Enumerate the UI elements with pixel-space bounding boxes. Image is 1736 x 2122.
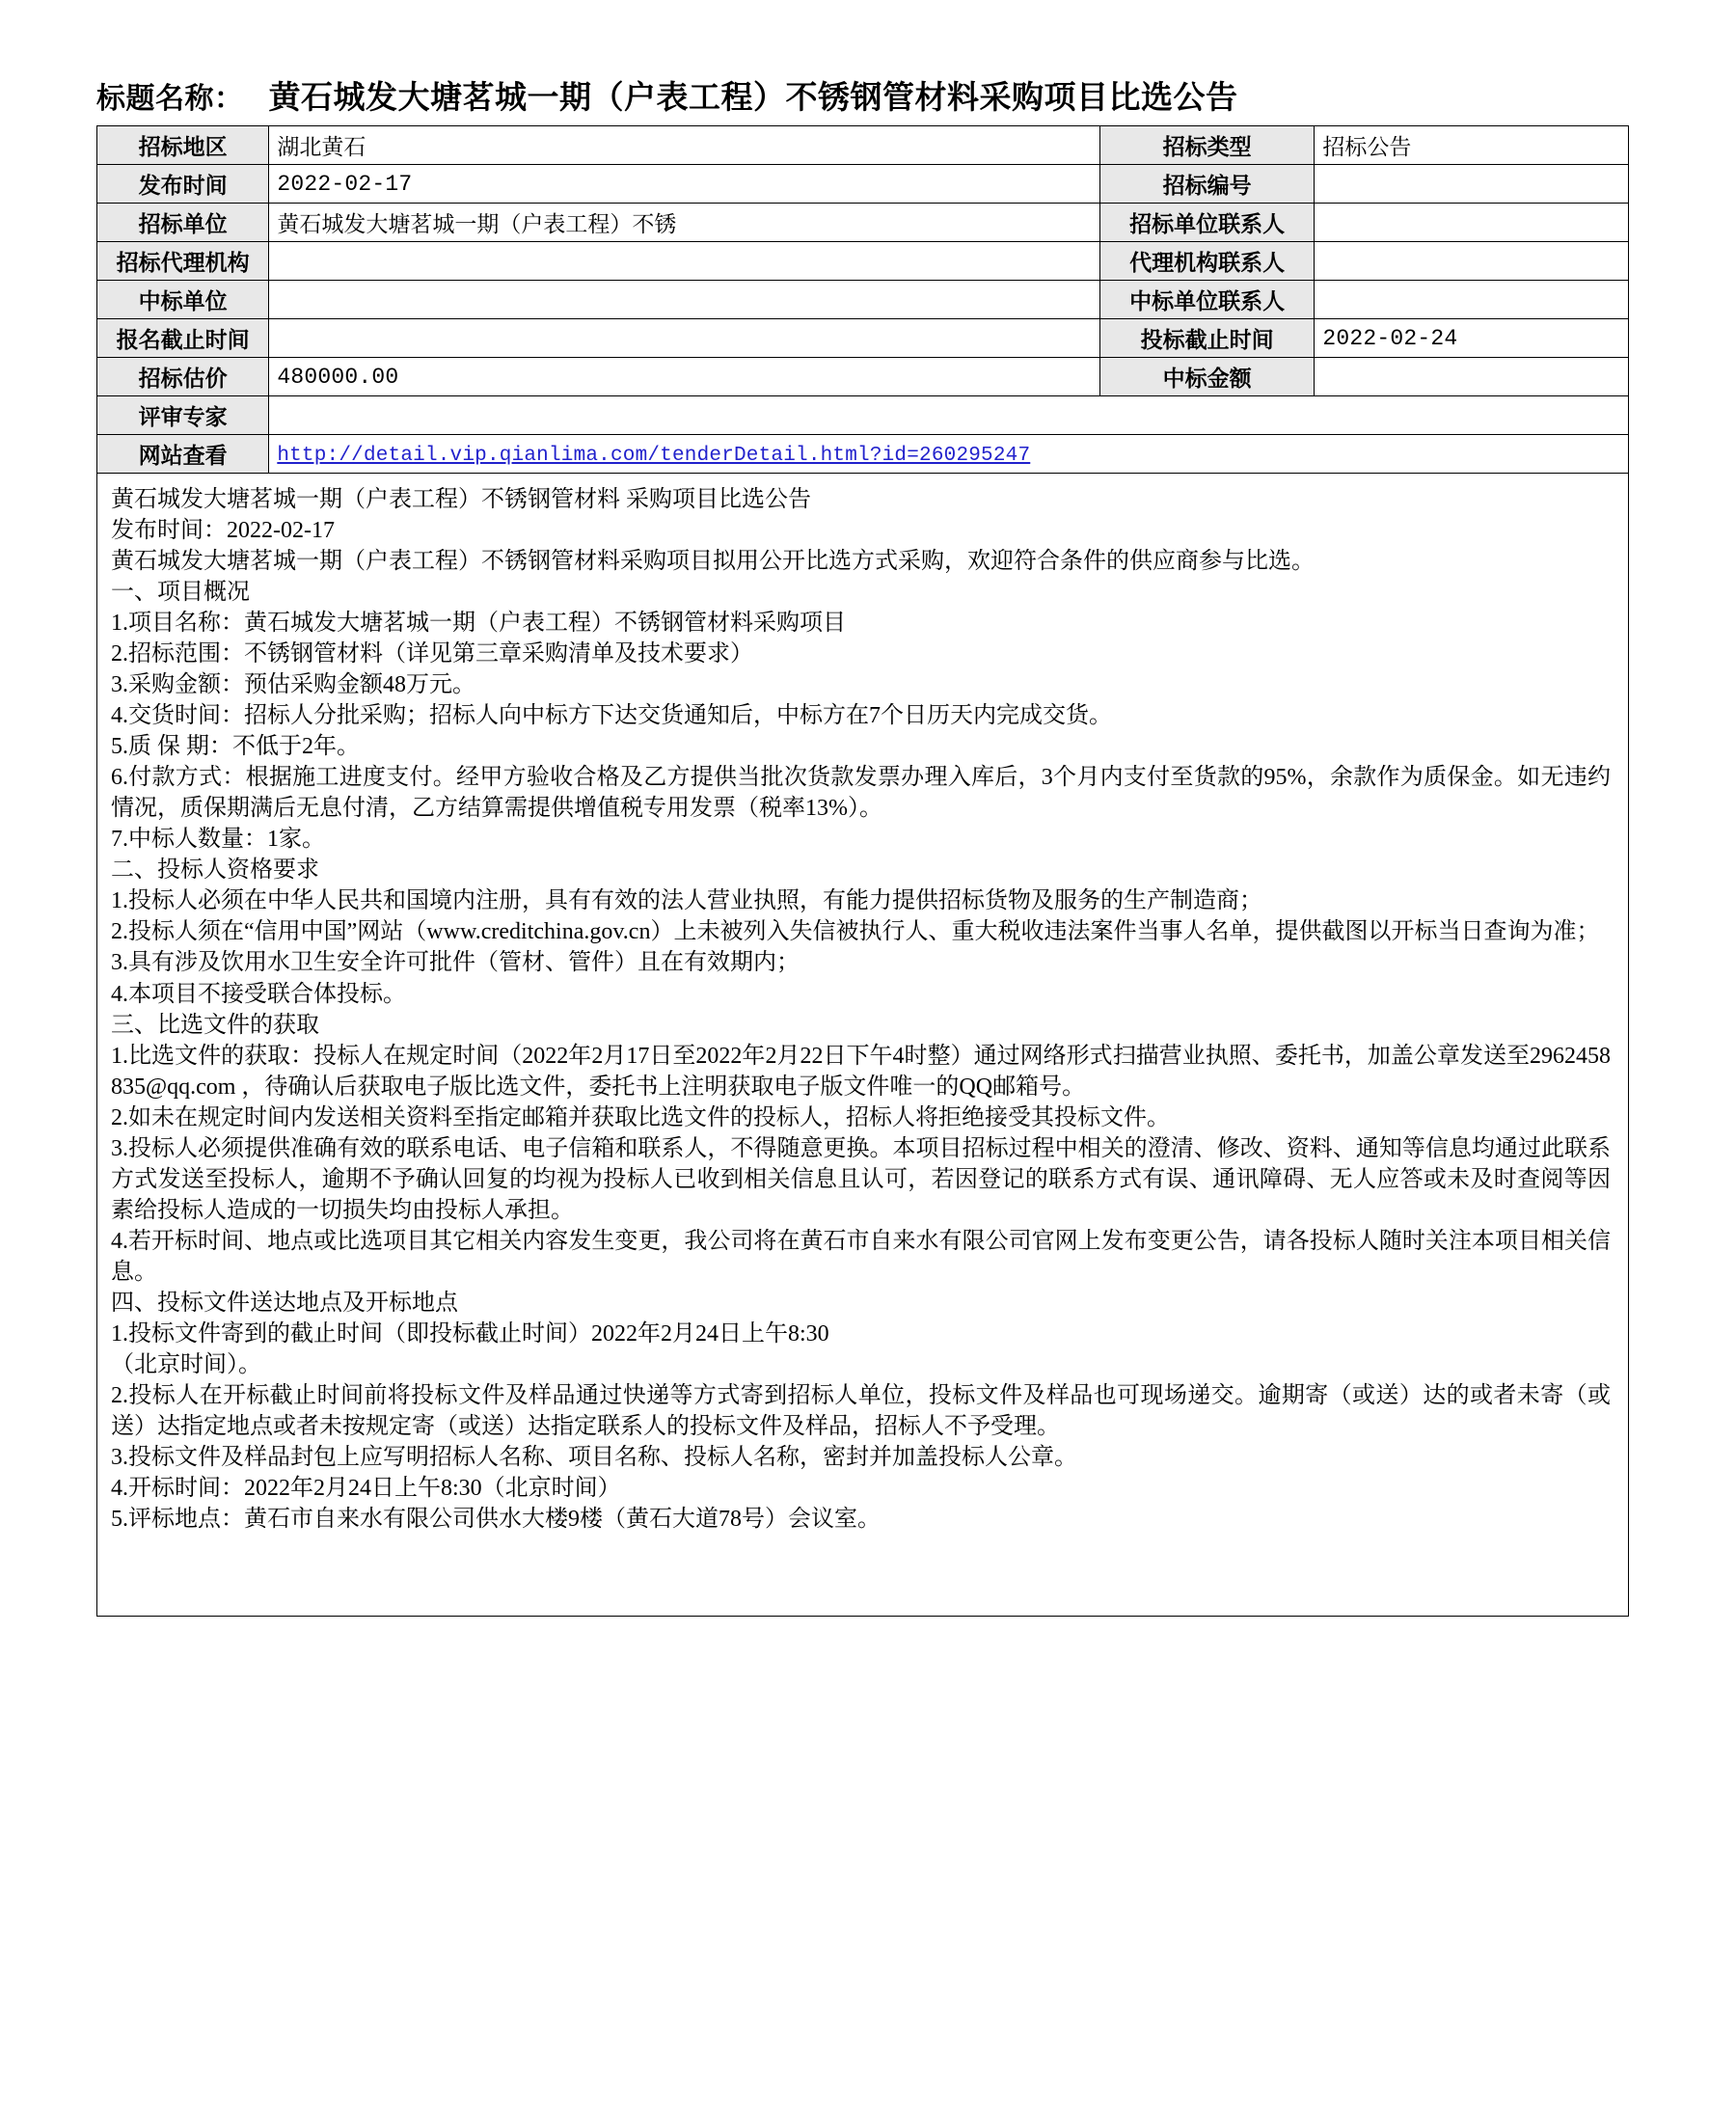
body-line: 黄石城发大塘茗城一期（户表工程）不锈钢管材料采购项目拟用公开比选方式采购，欢迎符合条件的供应商参与比选。 [111,549,1315,575]
body-line: 1.比选文件的获取：投标人在规定时间（2022年2月17日至2022年2月22日下午4时整）通过网络形式扫描营业执照、委托书，加盖公章发送至2962458835@qq.com ，待确认后获取电子版比选文件，委托书上注明获取电子版文件唯一的QQ邮箱号。 [111,1043,1611,1100]
body-line: 1.投标文件寄到的截止时间（即投标截止时间）2022年2月24日上午8:30 [111,1320,829,1347]
info-value-left: 480000.00 [269,358,1100,396]
body-line: 黄石城发大塘茗城一期（户表工程）不锈钢管材料 采购项目比选公告 [111,487,811,512]
body-line: 4.本项目不接受联合体投标。 [111,981,406,1007]
reviewer-value [269,396,1629,435]
table-row [97,358,1629,396]
info-value-right [1315,358,1629,396]
tender-info-table [96,125,1629,474]
info-key-right: 投标截止时间 [1099,319,1314,358]
body-line: 6.付款方式：根据施工进度支付。经甲方验收合格及乙方提供当批次货款发票办理入库后，3个月内支付至货款的95%，余款作为质保金。如无违约情况，质保期满后无息付清，乙方结算需提供增值税专用发票（税率13%）。 [111,765,1611,822]
info-value-left [269,319,1100,358]
body-line: 7.中标人数量：1家。 [111,827,325,853]
body-line: 5.评标地点：黄石市自来水有限公司供水大楼9楼（黄石大道78号）会议室。 [111,1507,881,1533]
info-value-right [1315,281,1629,319]
info-key-left: 招标单位 [97,204,269,242]
body-line: 三、比选文件的获取 [111,1012,319,1038]
info-value-left: 黄石城发大塘茗城一期（户表工程）不锈 [269,204,1100,242]
info-value-right [1315,165,1629,204]
body-line: 2.如未在规定时间内发送相关资料至指定邮箱并获取比选文件的投标人，招标人将拒绝接受其投标文件。 [111,1104,1170,1130]
body-line: 3.采购金额：预估采购金额48万元。 [111,672,475,698]
table-row [97,242,1629,281]
table-row-reviewer [97,396,1629,435]
info-key-left: 招标估价 [97,358,269,396]
info-value-left: 湖北黄石 [269,126,1100,165]
body-line: （北京时间）。 [111,1351,261,1377]
body-line: 发布时间：2022-02-17 [111,518,335,544]
info-key-right: 代理机构联系人 [1099,242,1314,281]
info-key-left: 招标代理机构 [97,242,269,281]
info-value-left [269,242,1100,281]
body-line: 2.招标范围：不锈钢管材料（详见第三章采购清单及技术要求） [111,641,753,667]
body-line: 3.具有涉及饮用水卫生安全许可批件（管材、管件）且在有效期内； [111,950,800,976]
table-row [97,165,1629,204]
info-key-left: 招标地区 [97,126,269,165]
title-label: 标题名称： [96,83,244,115]
info-value-left [269,281,1100,319]
table-row [97,319,1629,358]
info-value-right: 2022-02-24 [1315,319,1629,358]
info-value-right [1315,242,1629,281]
body-line: 2.投标人在开标截止时间前将投标文件及样品通过快递等方式寄到招标人单位，投标文件及样品也可现场递交。逾期寄（或送）达的或者未寄（或送）达指定地点或者未按规定寄（或送）达指定联系人的投标文件及样品，招标人不予受理。 [111,1382,1611,1439]
info-key-right: 招标编号 [1099,165,1314,204]
body-line: 3.投标文件及样品封包上应写明招标人名称、项目名称、投标人名称，密封并加盖投标人公章。 [111,1444,1077,1470]
body-line: 5.质 保 期：不低于2年。 [111,734,360,760]
body-line: 4.交货时间：招标人分批采购；招标人向中标方下达交货通知后，中标方在7个日历天内完成交货。 [111,703,1112,729]
reviewer-key: 评审专家 [97,396,269,435]
announcement-body [96,474,1629,1617]
info-value-left: 2022-02-17 [269,165,1100,204]
tender-info-body [97,126,1629,474]
body-line: 一、项目概况 [111,580,250,606]
info-key-left: 报名截止时间 [97,319,269,358]
info-value-right: 招标公告 [1315,126,1629,165]
body-line: 1.投标人必须在中华人民共和国境内注册，具有有效的法人营业执照，有能力提供招标货物及服务的生产制造商； [111,888,1262,914]
table-row [97,126,1629,165]
info-key-right: 招标单位联系人 [1099,204,1314,242]
info-key-right: 招标类型 [1099,126,1314,165]
body-line: 1.项目名称：黄石城发大塘茗城一期（户表工程）不锈钢管材料采购项目 [111,611,846,637]
info-key-left: 中标单位 [97,281,269,319]
body-line: 3.投标人必须提供准确有效的联系电话、电子信箱和联系人，不得随意更换。本项目招标过程中相关的澄清、修改、资料、通知等信息均通过此联系方式发送至投标人，逾期不予确认回复的均视为投标人已收到相关信息且认可，若因登记的联系方式有误、通讯障碍、无人应答或未及时查阅等因素给投标人造成的一切损失均由投标人承担。 [111,1135,1611,1223]
body-line: 4.开标时间：2022年2月24日上午8:30（北京时间） [111,1476,621,1501]
body-line: 4.若开标时间、地点或比选项目其它相关内容发生变更，我公司将在黄石市自来水有限公司官网上发布变更公告，请各投标人随时关注本项目相关信息。 [111,1228,1611,1285]
website-key: 网站查看 [97,435,269,474]
body-line: 四、投标文件送达地点及开标地点 [111,1290,458,1316]
info-value-right [1315,204,1629,242]
table-row [97,281,1629,319]
info-key-right: 中标金额 [1099,358,1314,396]
info-key-right: 中标单位联系人 [1099,281,1314,319]
website-link[interactable]: http://detail.vip.qianlima.com/tenderDetail.html?id=260295247 [277,445,1031,467]
info-key-left: 发布时间 [97,165,269,204]
title-text: 黄石城发大塘茗城一期（户表工程）不锈钢管材料采购项目比选公告 [268,81,1238,116]
table-row [97,204,1629,242]
website-value-cell [269,435,1629,474]
body-line: 2.投标人须在“信用中国”网站（www.creditchina.gov.cn）上未被列入失信被执行人、重大税收违法案件当事人名单，提供截图以开标当日查询为准； [111,919,1600,945]
page-title [96,72,1630,118]
body-line: 二、投标人资格要求 [111,857,319,884]
table-row-website [97,435,1629,474]
